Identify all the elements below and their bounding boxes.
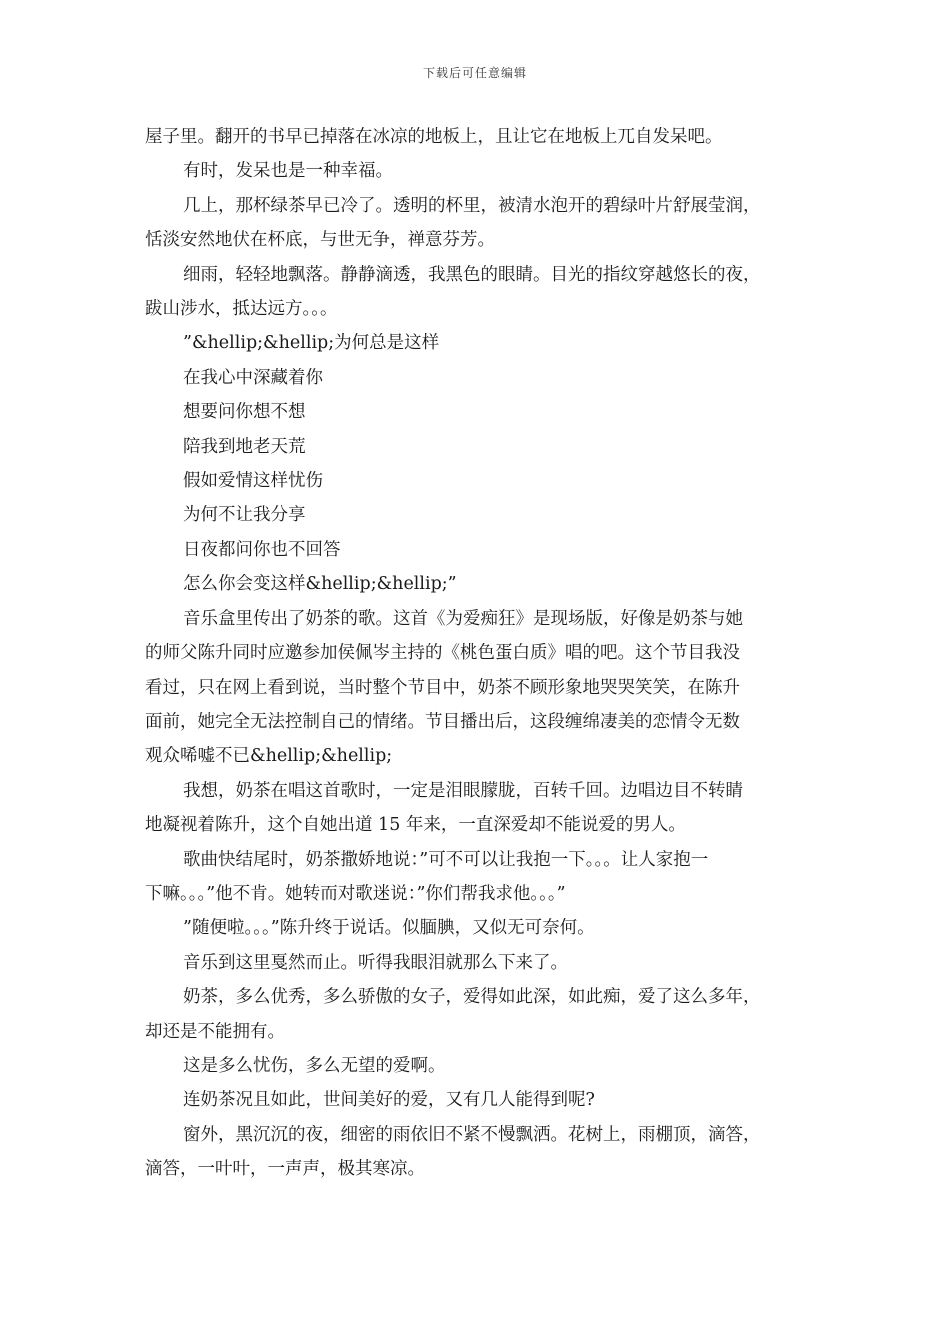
text-line: 的师父陈升同时应邀参加侯佩岑主持的《桃色蛋白质》唱的吧。这个节目我没	[145, 643, 740, 664]
text-line: 跋山涉水，抵达远方。。。	[145, 299, 338, 320]
text-line: 屋子里。翻开的书早已掉落在冰凉的地板上，且让它在地板上兀自发呆吧。	[145, 127, 723, 147]
text-line: ”随便啦。。。”陈升终于说话。似腼腆，又似无可奈何。	[183, 918, 595, 939]
text-line: 滴答，一叶叶，一声声，极其寒凉。	[145, 1159, 425, 1180]
text-line: 音乐到这里戛然而止。听得我眼泪就那么下来了。	[183, 952, 568, 973]
text-line: 这是多么忧伤，多么无望的爱啊。	[183, 1055, 446, 1076]
text-line: 想要问你想不想	[183, 402, 306, 423]
text-line: 怎么你会变这样&hellip;&hellip;”	[183, 574, 457, 595]
text-line: 却还是不能拥有。	[145, 1021, 285, 1042]
text-line: 下嘛。。。”他不肯。她转而对歌迷说：”你们帮我求他。。。”	[145, 883, 566, 904]
text-line: 为何不让我分享	[183, 505, 306, 526]
text-line: 在我心中深藏着你	[183, 367, 323, 388]
text-line: 地凝视着陈升，这个自她出道 15 年来，一直深爱却不能说爱的男人。	[145, 815, 686, 836]
text-line: 音乐盒里传出了奶茶的歌。这首《为爱痴狂》是现场版，好像是奶茶与她	[183, 608, 743, 629]
text-line: 窗外，黑沉沉的夜，细密的雨依旧不紧不慢飘洒。花树上，雨棚顶，滴答，	[183, 1124, 761, 1145]
text-line: 恬淡安然地伏在杯底，与世无争，禅意芬芳。	[145, 230, 495, 251]
text-line: 奶茶，多么优秀，多么骄傲的女子，爱得如此深，如此痴，爱了这么多年，	[183, 987, 761, 1008]
text-line: 细雨，轻轻地飘落。静静滴透，我黑色的眼睛。目光的指纹穿越悠长的夜，	[183, 264, 761, 285]
text-line: 日夜都问你也不回答	[183, 539, 341, 560]
text-line: ”&hellip;&hellip;为何总是这样	[183, 333, 440, 354]
text-line: 假如爱情这样忧伤	[183, 471, 323, 492]
text-line: 歌曲快结尾时，奶茶撒娇地说：”可不可以让我抱一下。。。让人家抱一	[183, 849, 709, 870]
text-line: 几上，那杯绿茶早已冷了。透明的杯里，被清水泡开的碧绿叶片舒展莹润，	[183, 195, 761, 216]
text-line: 连奶茶况且如此，世间美好的爱，又有几人能得到呢?	[183, 1090, 595, 1111]
document-body	[145, 120, 820, 1187]
text-line: 陪我到地老天荒	[183, 436, 306, 457]
text-line: 面前，她完全无法控制自己的情绪。节目播出后，这段缠绵凄美的恋情令无数	[145, 711, 740, 732]
page-header: 下载后可任意编辑	[422, 66, 527, 80]
text-line: 有时，发呆也是一种幸福。	[183, 161, 393, 182]
text-line: 看过，只在网上看到说，当时整个节目中，奶茶不顾形象地哭哭笑笑，在陈升	[145, 677, 740, 698]
text-line: 观众唏嘘不已&hellip;&hellip;	[145, 746, 393, 767]
text-line: 我想，奶茶在唱这首歌时，一定是泪眼朦胧，百转千回。边唱边目不转睛	[183, 780, 743, 801]
